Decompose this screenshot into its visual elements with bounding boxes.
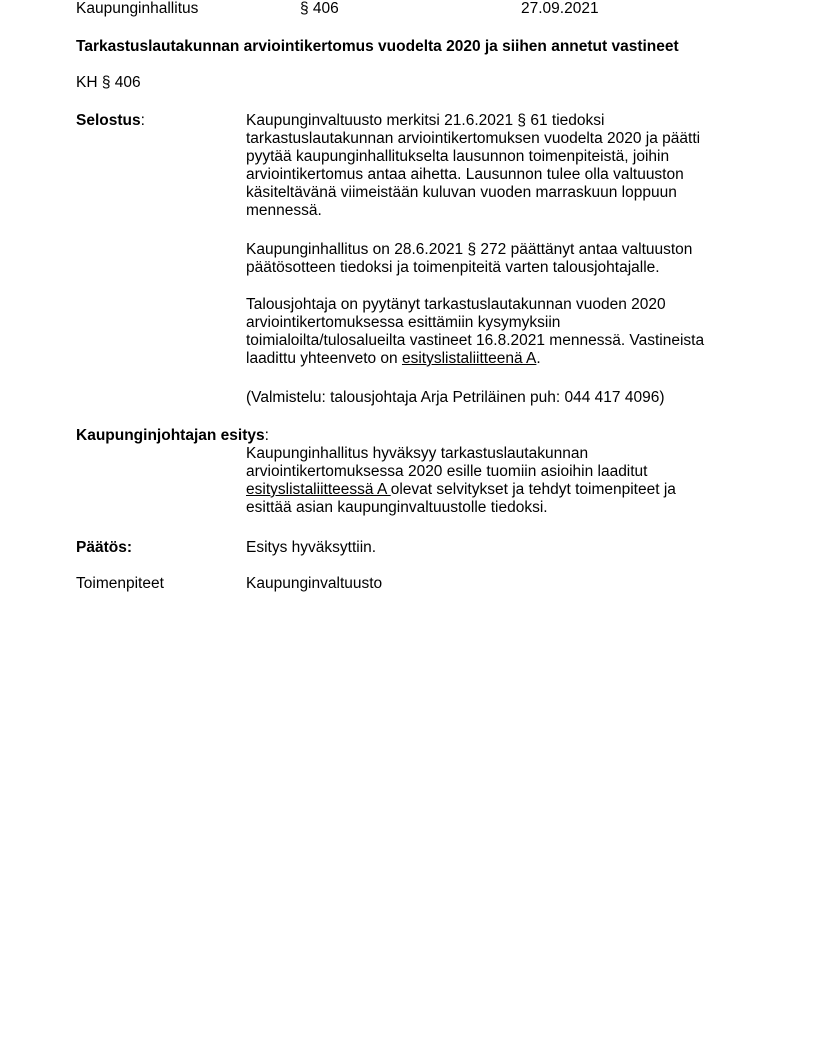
text-line: tarkastuslautakunnan arviointikertomuksen vuodelta 2020 ja päätti [246, 130, 701, 147]
preparer-line: (Valmistelu: talousjohtaja Arja Petriläinen puh: 044 417 4096) [246, 389, 665, 406]
selostus-paragraph-3 [246, 296, 736, 368]
section-reference: KH § 406 [76, 74, 141, 91]
document-title: Tarkastuslautakunnan arviointikertomus vuodelta 2020 ja siihen annetut vastineet [76, 38, 679, 55]
text-line [246, 350, 736, 368]
text-line: esittää asian kaupunginvaltuustolle tiedoksi. [246, 499, 548, 516]
selostus-paragraph-4 [246, 389, 736, 407]
text-line: käsiteltävänä viimeistään kuluvan vuoden marraskuun loppuun [246, 184, 677, 201]
text-line: Kaupunginhallitus on 28.6.2021 § 272 päättänyt antaa valtuuston [246, 241, 693, 258]
esitys-label [76, 427, 269, 445]
esitys-paragraph [246, 445, 736, 517]
header-section: § 406 [300, 0, 339, 17]
toimenpiteet-label: Toimenpiteet [76, 575, 164, 592]
selostus-paragraph-1 [246, 112, 736, 220]
header-body: Kaupunginhallitus [76, 0, 199, 17]
esitys-label-text: Kaupunginjohtajan esitys [76, 427, 265, 444]
text-line: arviointikertomuksessa esittämiin kysymyksiin [246, 314, 561, 331]
text-line: pyytää kaupunginhallitukselta lausunnon toimenpiteistä, joihin [246, 148, 670, 165]
attachment-a-link[interactable]: esityslistaliitteessä A [246, 481, 391, 498]
esitys-colon: : [264, 427, 269, 444]
paatos-text: Esitys hyväksyttiin. [246, 539, 377, 556]
text-line: Talousjohtaja on pyytänyt tarkastuslautakunnan vuoden 2020 [246, 296, 666, 313]
text-line: arviointikertomus antaa aihetta. Lausunnon tulee olla valtuuston [246, 166, 684, 183]
text-fragment: olevat selvitykset ja tehdyt toimenpiteet ja [390, 481, 676, 498]
selostus-paragraph-2 [246, 241, 736, 277]
text-fragment: laadittu yhteenveto on [246, 350, 402, 367]
header-date: 27.09.2021 [521, 0, 599, 17]
text-line [246, 481, 736, 499]
selostus-label [76, 112, 145, 130]
text-line: toimialoilta/tulosalueilta vastineet 16.8.2021 mennessä. Vastineista [246, 332, 705, 349]
attachment-a-link[interactable]: esityslistaliitteenä A [401, 350, 537, 367]
text-line: Kaupunginvaltuusto merkitsi 21.6.2021 § 61 tiedoksi [246, 112, 605, 129]
paatos-label: Päätös: [76, 539, 132, 556]
text-line: päätösotteen tiedoksi ja toimenpiteitä varten talousjohtajalle. [246, 259, 660, 276]
toimenpiteet-text: Kaupunginvaltuusto [246, 575, 383, 592]
text-line: Kaupunginhallitus hyväksyy tarkastuslautakunnan [246, 445, 589, 462]
selostus-colon: : [140, 112, 145, 129]
selostus-label-text: Selostus [76, 112, 141, 129]
text-fragment: . [536, 350, 541, 367]
text-line: arviointikertomuksessa 2020 esille tuomiin asioihin laaditut [246, 463, 648, 480]
text-line: mennessä. [246, 202, 322, 219]
